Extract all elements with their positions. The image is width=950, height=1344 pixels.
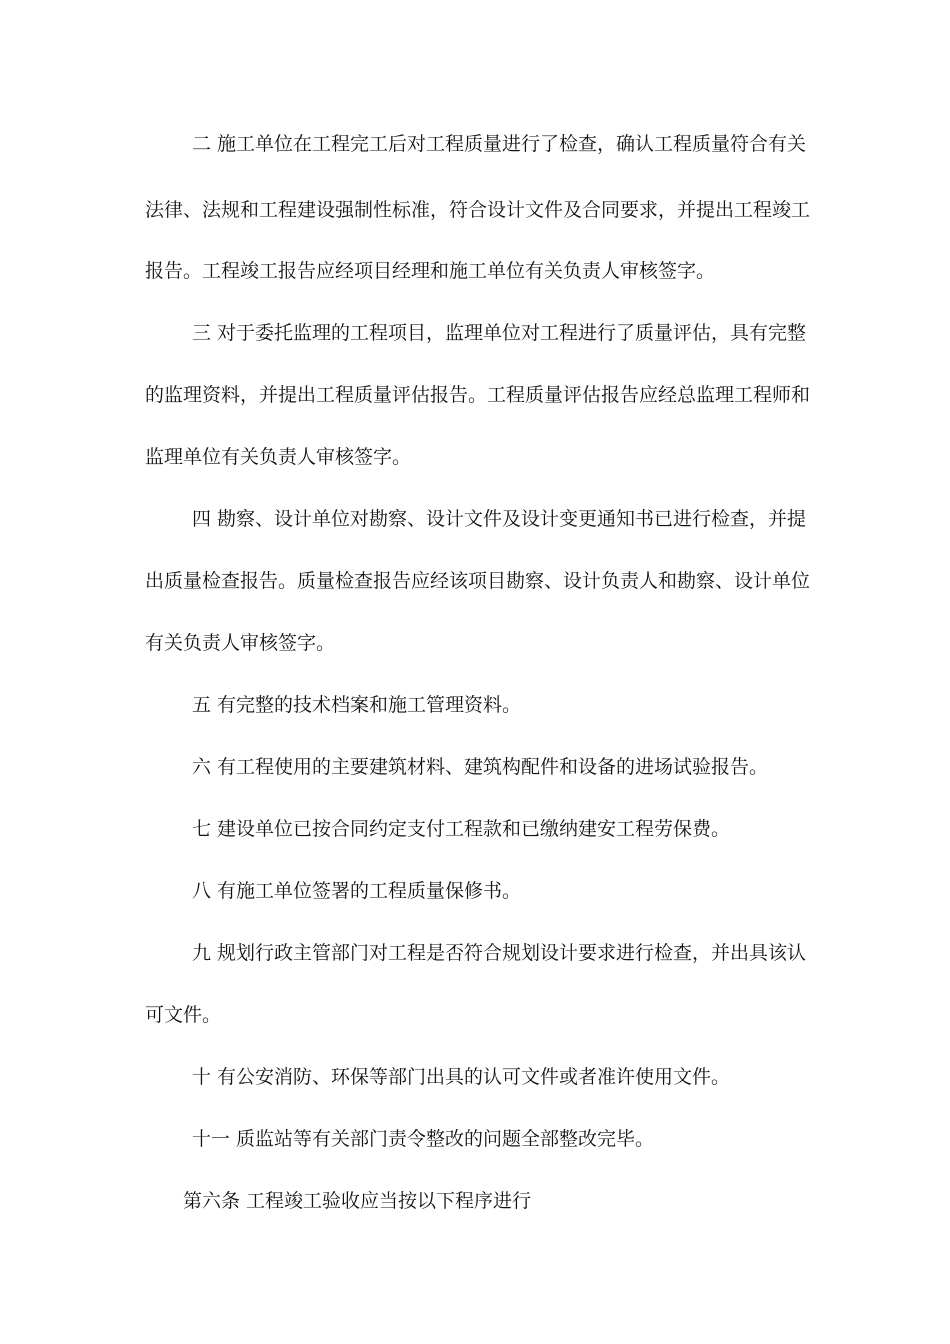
item-11: 十一 质监站等有关部门责令整改的问题全部整改完毕。 [192, 1128, 655, 1150]
item-6: 六 有工程使用的主要建筑材料、建筑构配件和设备的进场试验报告。 [192, 756, 769, 778]
item-10: 十 有公安消防、环保等部门出具的认可文件或者准许使用文件。 [192, 1066, 731, 1088]
item-3-line-1: 三 对于委托监理的工程项目，监理单位对工程进行了质量评估，具有完整 [192, 322, 807, 344]
item-4-line-3: 有关负责人审核签字。 [145, 632, 336, 654]
item-4-line-2: 出质量检查报告。质量检查报告应经该项目勘察、设计负责人和勘察、设计单位 [145, 570, 811, 592]
item-3-line-2: 的监理资料，并提出工程质量评估报告。工程质量评估报告应经总监理工程师和 [145, 384, 811, 406]
item-2-line-1: 二 施工单位在工程完工后对工程质量进行了检查，确认工程质量符合有关 [192, 133, 807, 155]
item-2-line-3: 报告。工程竣工报告应经项目经理和施工单位有关负责人审核签字。 [145, 260, 716, 282]
item-4-line-1: 四 勘察、设计单位对勘察、设计文件及设计变更通知书已进行检查，并提 [192, 508, 807, 530]
item-7: 七 建设单位已按合同约定支付工程款和已缴纳建安工程劳保费。 [192, 818, 731, 840]
article-6-heading: 第六条 工程竣工验收应当按以下程序进行 [183, 1190, 532, 1212]
item-2-line-2: 法律、法规和工程建设强制性标准，符合设计文件及合同要求，并提出工程竣工 [145, 199, 811, 221]
item-9-line-2: 可文件。 [145, 1004, 222, 1026]
item-3-line-3: 监理单位有关负责人审核签字。 [145, 446, 412, 468]
item-9-line-1: 九 规划行政主管部门对工程是否符合规划设计要求进行检查，并出具该认 [192, 942, 807, 964]
item-5: 五 有完整的技术档案和施工管理资料。 [192, 694, 522, 716]
item-8: 八 有施工单位签署的工程质量保修书。 [192, 880, 522, 902]
